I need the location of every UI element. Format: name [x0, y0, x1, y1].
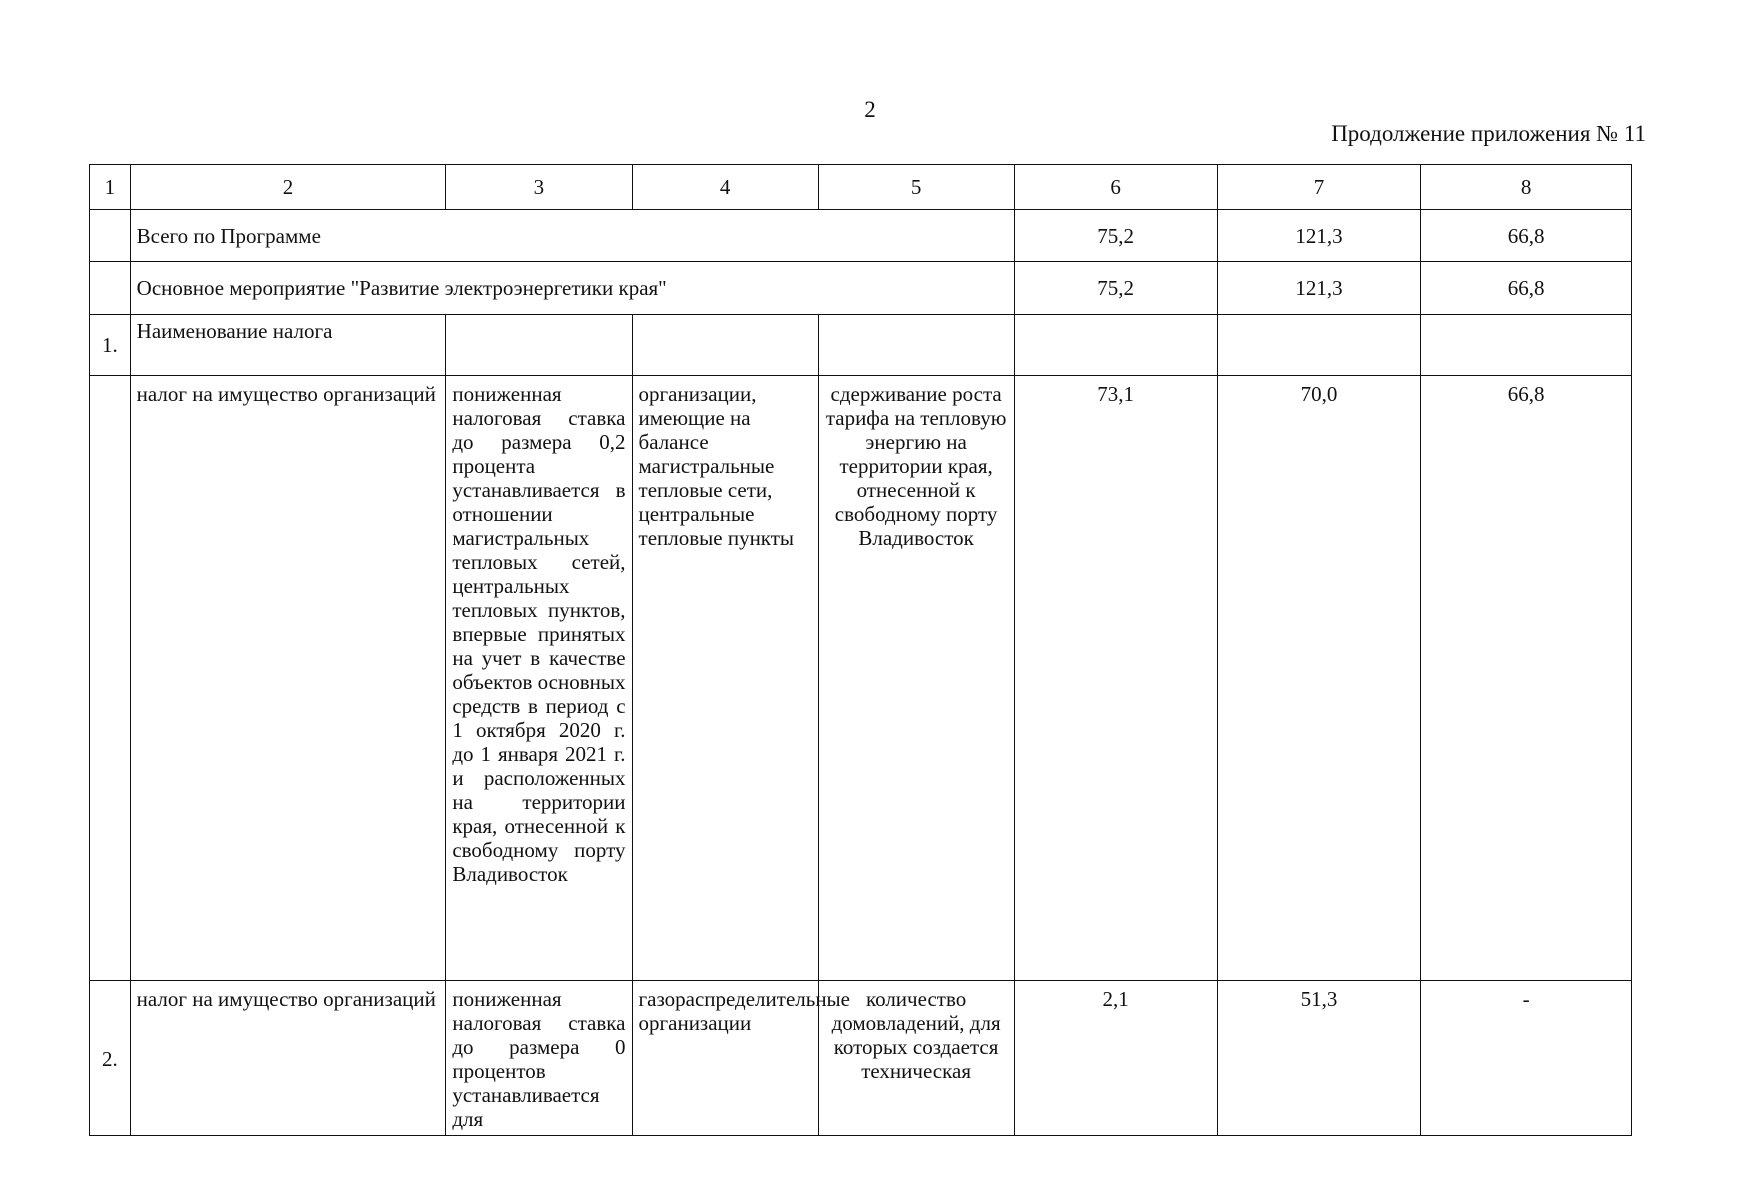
measure-row	[90, 262, 1632, 315]
indicator: сдерживание роста тарифа на тепловую энергию на территории края, отнесенной к свободному порту Владивосток	[818, 376, 1014, 981]
recipients: организации, имеющие на балансе магистральные тепловые сети, центральные тепловые пункты	[632, 376, 818, 981]
total-value-8: 66,8	[1421, 210, 1632, 262]
total-value-7: 121,3	[1217, 210, 1420, 262]
total-value-6: 75,2	[1014, 210, 1217, 262]
empty-cell	[632, 315, 818, 376]
row-number: 2.	[90, 981, 131, 1136]
empty-cell	[1421, 315, 1632, 376]
column-number: 1	[90, 165, 131, 210]
tax-name: налог на имущество организаций	[130, 376, 446, 981]
row-number-cell	[90, 210, 131, 262]
column-number-row	[90, 165, 1632, 210]
appendix-table	[89, 164, 1632, 1136]
column-number: 5	[818, 165, 1014, 210]
recipients: газораспределительные организации	[632, 981, 818, 1136]
measure-value-8: 66,8	[1421, 262, 1632, 315]
empty-cell	[446, 315, 632, 376]
benefit-description: пониженная налоговая ставка до размера 0 процентов устанавливается для	[446, 981, 632, 1136]
measure-value-7: 121,3	[1217, 262, 1420, 315]
empty-cell	[1217, 315, 1420, 376]
indicator: количество домовладений, для которых создается техническая	[818, 981, 1014, 1136]
value-8: 66,8	[1421, 376, 1632, 981]
value-6: 73,1	[1014, 376, 1217, 981]
tax-title-row	[90, 315, 1632, 376]
value-6: 2,1	[1014, 981, 1217, 1136]
continuation-label: Продолжение приложения № 11	[1331, 121, 1646, 146]
value-7: 70,0	[1217, 376, 1420, 981]
row-number-cell	[90, 262, 131, 315]
empty-cell	[818, 315, 1014, 376]
column-number: 6	[1014, 165, 1217, 210]
column-number: 7	[1217, 165, 1420, 210]
table-row	[90, 376, 1632, 981]
page-number: 2	[864, 97, 876, 122]
total-label: Всего по Программе	[130, 210, 1014, 262]
column-number: 4	[632, 165, 818, 210]
column-number: 8	[1421, 165, 1632, 210]
measure-label: Основное мероприятие "Развитие электроэнергетики края"	[130, 262, 1014, 315]
table-row	[90, 981, 1632, 1136]
value-8: -	[1421, 981, 1632, 1136]
column-number: 2	[130, 165, 446, 210]
tax-title-label: Наименование налога	[130, 315, 446, 376]
tax-name: налог на имущество организаций	[130, 981, 446, 1136]
column-number: 3	[446, 165, 632, 210]
benefit-description: пониженная налоговая ставка до размера 0,2 процента устанавливается в отношении магистральных тепловых сетей, центральных тепловых пунктов, впервые принятых на учет в качестве объектов основных средств в период с 1 октября 2020 г. до 1 января 2021 г. и расположенных на территории края, отнесенной к свободному порту Владивосток	[446, 376, 632, 981]
value-7: 51,3	[1217, 981, 1420, 1136]
total-row	[90, 210, 1632, 262]
measure-value-6: 75,2	[1014, 262, 1217, 315]
row-number: 1.	[90, 315, 131, 376]
row-number	[90, 376, 131, 981]
empty-cell	[1014, 315, 1217, 376]
